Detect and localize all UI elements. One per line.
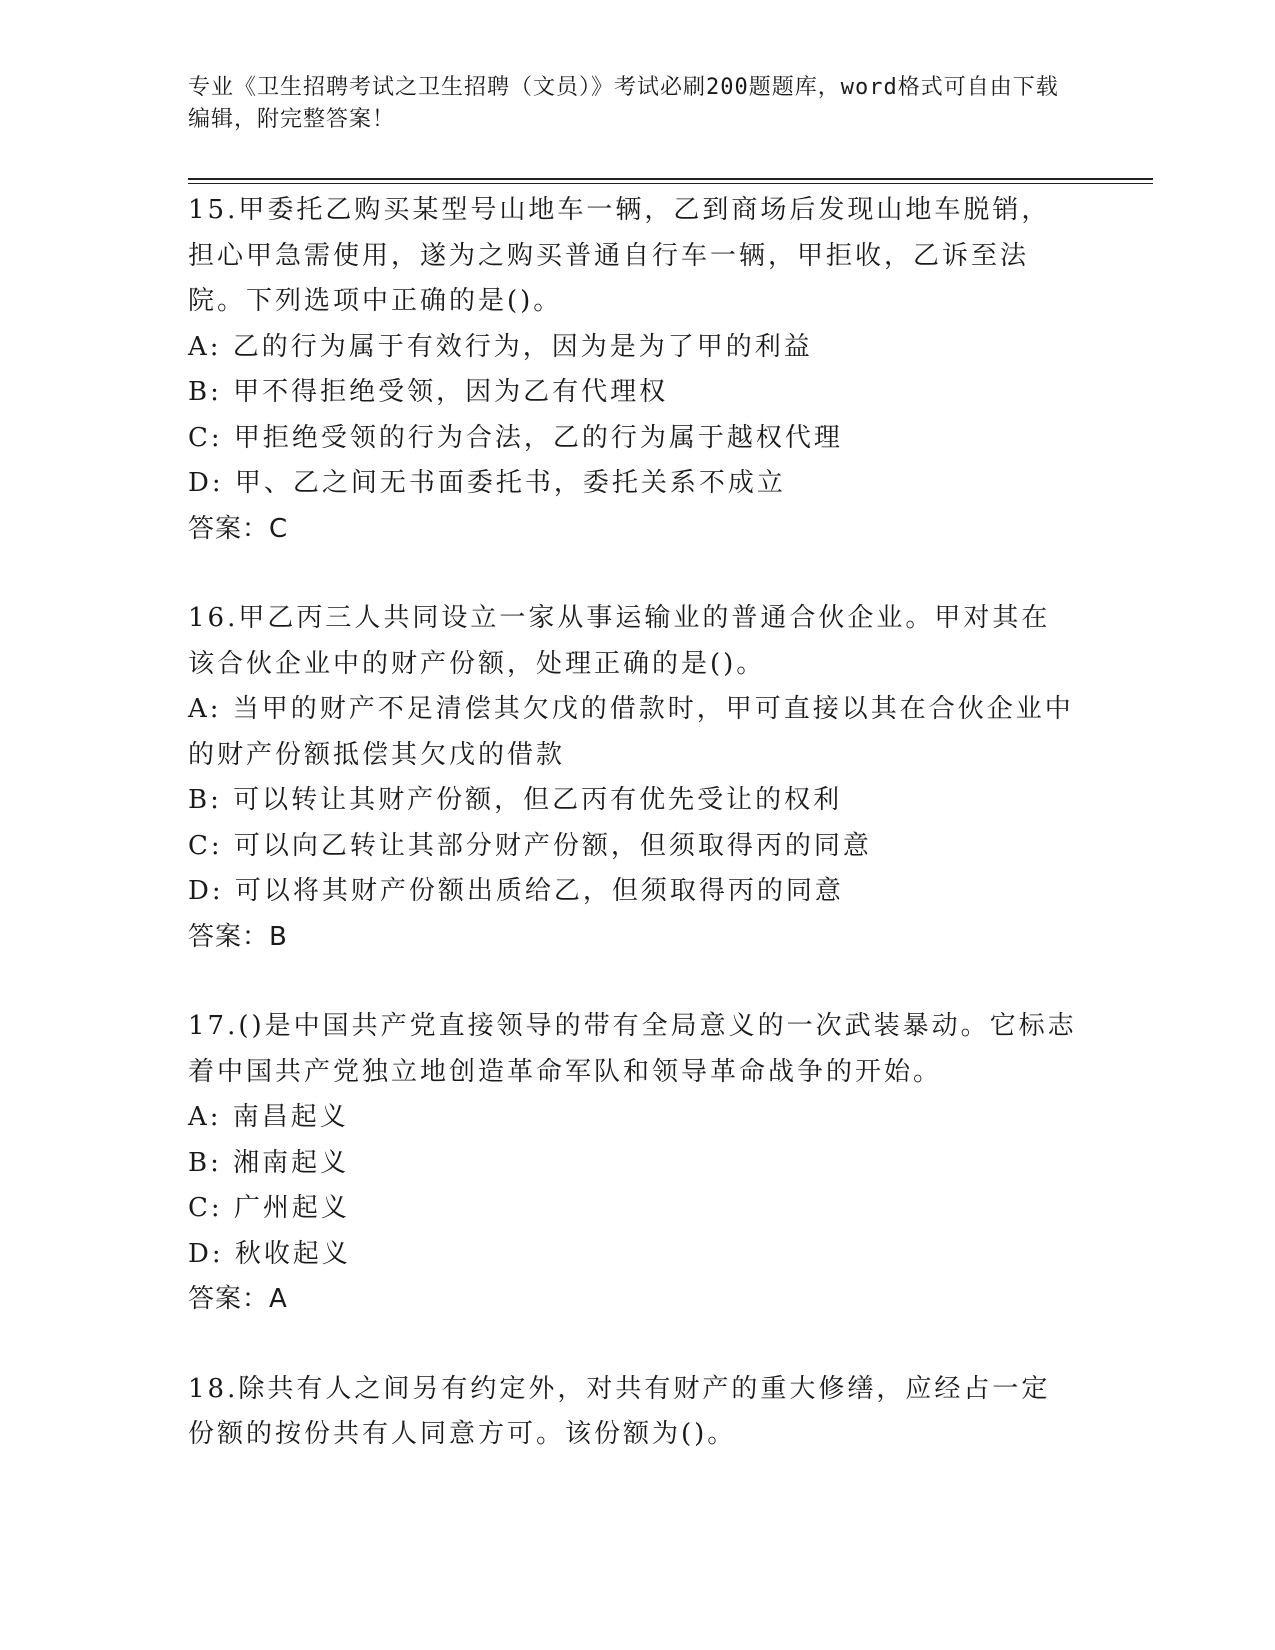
question-15 [188, 188, 1078, 552]
question-stem: 18.除共有人之间另有约定外，对共有财产的重大修缮，应经占一定份额的按份共有人同意方可。该份额为()。 [188, 1373, 1051, 1449]
question-stem: 15.甲委托乙购买某型号山地车一辆，乙到商场后发现山地车脱销，担心甲急需使用，遂为之购买普通自行车一辆，甲拒收，乙诉至法院。下列选项中正确的是()。 [188, 195, 1051, 316]
option-b: B: 湘南起义 [188, 1147, 350, 1178]
header-divider [188, 178, 1153, 180]
header-divider-thin [188, 183, 1153, 184]
question-stem: 16.甲乙丙三人共同设立一家从事运输业的普通合伙企业。甲对其在该合伙企业中的财产份额，处理正确的是()。 [188, 603, 1051, 679]
question-list [188, 188, 1078, 1502]
option-a: A: 南昌起义 [188, 1102, 349, 1132]
option-d: D: 可以将其财产份额出质给乙，但须取得丙的同意 [188, 876, 844, 906]
question-stem: 17.()是中国共产党直接领导的带有全局意义的一次武装暴动。它标志着中国共产党独立地创造革命军队和领导革命战争的开始。 [188, 1011, 1077, 1087]
option-c: C: 甲拒绝受领的行为合法，乙的行为属于越权代理 [188, 422, 843, 453]
option-c: C: 可以向乙转让其部分财产份额，但须取得丙的同意 [188, 830, 872, 861]
answer-label: 答案：C [188, 513, 289, 544]
question-16 [188, 596, 1078, 960]
answer-label: 答案：B [188, 921, 288, 952]
option-d: D: 甲、乙之间无书面委托书，委托关系不成立 [188, 468, 786, 498]
option-b: B: 甲不得拒绝受领，因为乙有代理权 [188, 377, 669, 407]
answer-label: 答案：A [188, 1284, 288, 1314]
document-header: 专业《卫生招聘考试之卫生招聘（文员）》考试必刷200题题库，word格式可自由下载编辑，附完整答案！ [188, 75, 1059, 132]
option-b: B: 可以转让其财产份额，但乙丙有优先受让的权利 [188, 785, 843, 815]
option-d: D: 秋收起义 [188, 1238, 351, 1269]
question-18 [188, 1367, 1078, 1458]
option-c: C: 广州起义 [188, 1193, 350, 1223]
option-a: A: 乙的行为属于有效行为，因为是为了甲的利益 [188, 331, 813, 362]
question-17 [188, 1004, 1078, 1323]
option-a: A: 当甲的财产不足清偿其欠戊的借款时，甲可直接以其在合伙企业中的财产份额抵偿其欠戊的借款 [188, 694, 1074, 770]
